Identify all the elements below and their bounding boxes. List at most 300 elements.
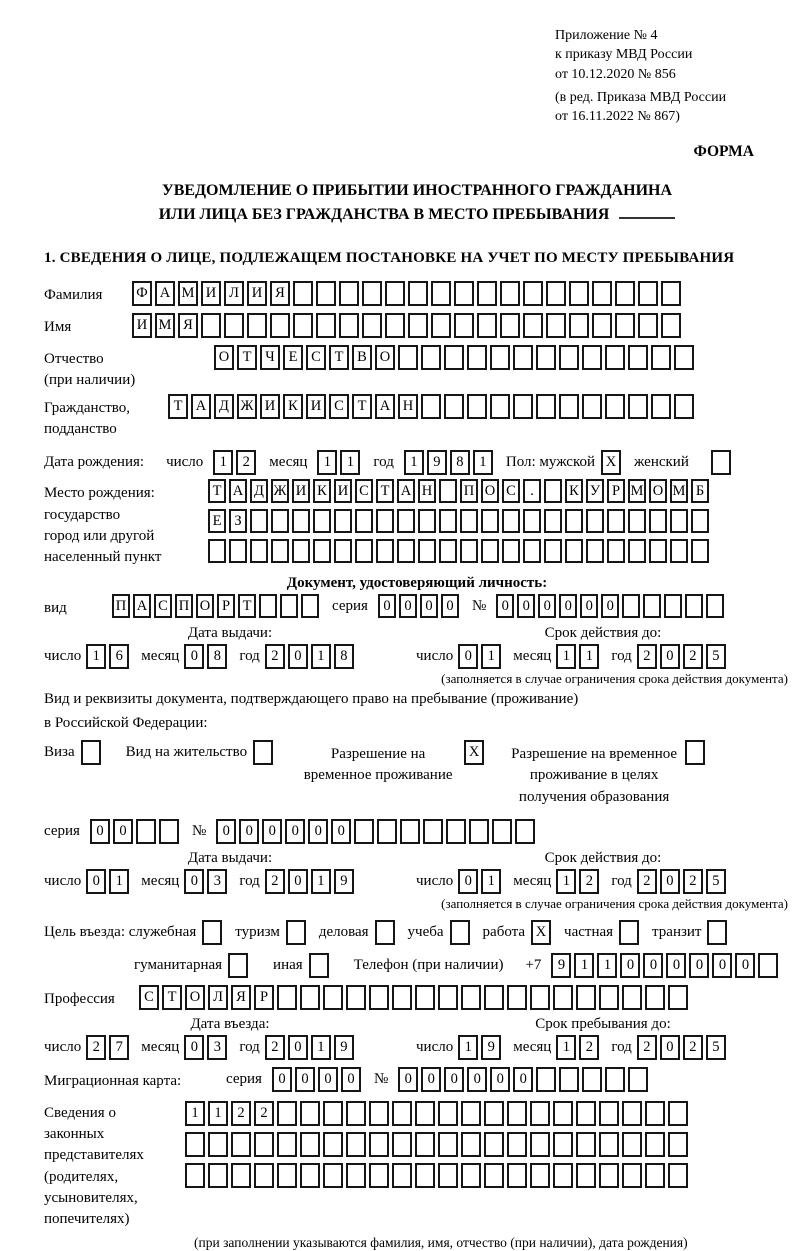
char-cell[interactable] bbox=[259, 594, 277, 618]
char-cell[interactable] bbox=[444, 394, 464, 419]
char-cell[interactable] bbox=[674, 345, 694, 370]
birthplace-line1-input[interactable] bbox=[208, 479, 712, 503]
permit-series-input[interactable] bbox=[90, 819, 182, 844]
surname-input[interactable] bbox=[132, 281, 684, 306]
id-expiry-year-input[interactable] bbox=[637, 644, 729, 669]
char-cell[interactable]: З bbox=[229, 509, 247, 533]
char-cell[interactable] bbox=[369, 1101, 389, 1126]
char-cell[interactable]: 0 bbox=[660, 1035, 680, 1060]
char-cell[interactable]: 0 bbox=[643, 953, 663, 978]
char-cell[interactable]: Е bbox=[283, 345, 303, 370]
char-cell[interactable] bbox=[569, 313, 589, 338]
permit-expiry-month-input[interactable] bbox=[556, 869, 602, 894]
char-cell[interactable] bbox=[392, 1101, 412, 1126]
char-cell[interactable] bbox=[208, 539, 226, 563]
char-cell[interactable]: 2 bbox=[637, 1035, 657, 1060]
purpose-private-checkbox[interactable] bbox=[619, 920, 642, 945]
birthplace-line2-input[interactable] bbox=[208, 509, 712, 533]
char-cell[interactable] bbox=[492, 819, 512, 844]
char-cell[interactable]: 2 bbox=[265, 869, 285, 894]
char-cell[interactable]: Т bbox=[329, 345, 349, 370]
char-cell[interactable] bbox=[354, 819, 374, 844]
birth-year-input[interactable] bbox=[404, 450, 496, 475]
char-cell[interactable] bbox=[467, 394, 487, 419]
purpose-study-checkbox[interactable] bbox=[450, 920, 473, 945]
char-cell[interactable] bbox=[467, 345, 487, 370]
char-cell[interactable] bbox=[586, 539, 604, 563]
char-cell[interactable] bbox=[484, 1132, 504, 1157]
char-cell[interactable]: 0 bbox=[666, 953, 686, 978]
char-cell[interactable] bbox=[438, 1163, 458, 1188]
char-cell[interactable]: 2 bbox=[579, 869, 599, 894]
char-cell[interactable] bbox=[293, 281, 313, 306]
char-cell[interactable]: О bbox=[375, 345, 395, 370]
char-cell[interactable] bbox=[423, 819, 443, 844]
char-cell[interactable]: Т bbox=[208, 479, 226, 503]
char-cell[interactable] bbox=[376, 539, 394, 563]
char-cell[interactable]: 5 bbox=[706, 644, 726, 669]
name-input[interactable] bbox=[132, 313, 684, 338]
char-cell[interactable]: 0 bbox=[184, 644, 204, 669]
char-cell[interactable]: 0 bbox=[421, 1067, 441, 1092]
char-cell[interactable] bbox=[484, 1163, 504, 1188]
char-cell[interactable] bbox=[392, 985, 412, 1010]
char-cell[interactable]: X bbox=[601, 450, 621, 475]
char-cell[interactable] bbox=[615, 313, 635, 338]
residence-permit-checkbox[interactable] bbox=[253, 740, 276, 765]
char-cell[interactable] bbox=[231, 1132, 251, 1157]
char-cell[interactable] bbox=[691, 509, 709, 533]
char-cell[interactable] bbox=[586, 509, 604, 533]
purpose-business-checkbox[interactable] bbox=[375, 920, 398, 945]
char-cell[interactable] bbox=[668, 985, 688, 1010]
char-cell[interactable] bbox=[477, 313, 497, 338]
char-cell[interactable] bbox=[502, 539, 520, 563]
char-cell[interactable]: 0 bbox=[398, 1067, 418, 1092]
char-cell[interactable] bbox=[707, 920, 727, 945]
char-cell[interactable] bbox=[530, 985, 550, 1010]
char-cell[interactable]: 0 bbox=[467, 1067, 487, 1092]
char-cell[interactable]: 0 bbox=[288, 1035, 308, 1060]
char-cell[interactable]: 0 bbox=[513, 1067, 533, 1092]
char-cell[interactable]: 2 bbox=[265, 644, 285, 669]
char-cell[interactable] bbox=[685, 740, 705, 765]
char-cell[interactable] bbox=[599, 985, 619, 1010]
char-cell[interactable] bbox=[513, 345, 533, 370]
char-cell[interactable]: 0 bbox=[444, 1067, 464, 1092]
birth-day-input[interactable] bbox=[213, 450, 259, 475]
char-cell[interactable] bbox=[576, 985, 596, 1010]
char-cell[interactable]: 1 bbox=[556, 1035, 576, 1060]
char-cell[interactable] bbox=[431, 281, 451, 306]
temp-permit-checkbox[interactable] bbox=[464, 740, 487, 765]
char-cell[interactable]: 2 bbox=[683, 644, 703, 669]
char-cell[interactable]: 1 bbox=[311, 644, 331, 669]
char-cell[interactable]: 0 bbox=[420, 594, 438, 618]
char-cell[interactable] bbox=[202, 920, 222, 945]
char-cell[interactable]: О bbox=[214, 345, 234, 370]
guardians-line3-input[interactable] bbox=[185, 1163, 691, 1188]
permit-expiry-year-input[interactable] bbox=[637, 869, 729, 894]
char-cell[interactable] bbox=[559, 1067, 579, 1092]
char-cell[interactable]: А bbox=[191, 394, 211, 419]
char-cell[interactable] bbox=[544, 539, 562, 563]
entry-day-input[interactable] bbox=[86, 1035, 132, 1060]
char-cell[interactable]: 1 bbox=[597, 953, 617, 978]
purpose-work-checkbox[interactable] bbox=[531, 920, 554, 945]
char-cell[interactable] bbox=[651, 394, 671, 419]
char-cell[interactable] bbox=[481, 509, 499, 533]
purpose-tourism-checkbox[interactable] bbox=[286, 920, 309, 945]
char-cell[interactable] bbox=[309, 953, 329, 978]
char-cell[interactable] bbox=[500, 281, 520, 306]
char-cell[interactable] bbox=[668, 1132, 688, 1157]
char-cell[interactable]: 0 bbox=[295, 1067, 315, 1092]
char-cell[interactable] bbox=[228, 953, 248, 978]
sex-female-checkbox[interactable] bbox=[711, 450, 734, 475]
char-cell[interactable]: 0 bbox=[341, 1067, 361, 1092]
stay-year-input[interactable] bbox=[637, 1035, 729, 1060]
entry-year-input[interactable] bbox=[265, 1035, 357, 1060]
char-cell[interactable]: И bbox=[292, 479, 310, 503]
char-cell[interactable]: . bbox=[523, 479, 541, 503]
char-cell[interactable] bbox=[224, 313, 244, 338]
char-cell[interactable]: 2 bbox=[683, 869, 703, 894]
char-cell[interactable]: 0 bbox=[490, 1067, 510, 1092]
char-cell[interactable]: Т bbox=[352, 394, 372, 419]
char-cell[interactable]: С bbox=[154, 594, 172, 618]
char-cell[interactable] bbox=[418, 509, 436, 533]
char-cell[interactable]: О bbox=[649, 479, 667, 503]
char-cell[interactable]: Н bbox=[398, 394, 418, 419]
char-cell[interactable] bbox=[408, 281, 428, 306]
char-cell[interactable]: 0 bbox=[441, 594, 459, 618]
char-cell[interactable] bbox=[250, 509, 268, 533]
char-cell[interactable]: Ч bbox=[260, 345, 280, 370]
char-cell[interactable] bbox=[271, 539, 289, 563]
char-cell[interactable]: 0 bbox=[538, 594, 556, 618]
stay-day-input[interactable] bbox=[458, 1035, 504, 1060]
char-cell[interactable] bbox=[323, 1132, 343, 1157]
char-cell[interactable]: И bbox=[306, 394, 326, 419]
char-cell[interactable]: 1 bbox=[340, 450, 360, 475]
char-cell[interactable]: 8 bbox=[207, 644, 227, 669]
char-cell[interactable] bbox=[461, 985, 481, 1010]
stay-month-input[interactable] bbox=[556, 1035, 602, 1060]
char-cell[interactable] bbox=[270, 313, 290, 338]
char-cell[interactable] bbox=[628, 394, 648, 419]
char-cell[interactable] bbox=[559, 345, 579, 370]
char-cell[interactable] bbox=[369, 985, 389, 1010]
char-cell[interactable]: 0 bbox=[272, 1067, 292, 1092]
char-cell[interactable]: 0 bbox=[216, 819, 236, 844]
char-cell[interactable] bbox=[81, 740, 101, 765]
char-cell[interactable] bbox=[355, 509, 373, 533]
char-cell[interactable]: С bbox=[355, 479, 373, 503]
char-cell[interactable]: Д bbox=[214, 394, 234, 419]
char-cell[interactable] bbox=[530, 1163, 550, 1188]
char-cell[interactable]: 0 bbox=[331, 819, 351, 844]
char-cell[interactable]: 1 bbox=[473, 450, 493, 475]
char-cell[interactable]: С bbox=[306, 345, 326, 370]
char-cell[interactable] bbox=[645, 1132, 665, 1157]
char-cell[interactable] bbox=[628, 345, 648, 370]
char-cell[interactable] bbox=[643, 594, 661, 618]
char-cell[interactable] bbox=[582, 1067, 602, 1092]
char-cell[interactable] bbox=[247, 313, 267, 338]
char-cell[interactable] bbox=[582, 345, 602, 370]
char-cell[interactable] bbox=[523, 313, 543, 338]
char-cell[interactable]: С bbox=[139, 985, 159, 1010]
char-cell[interactable]: 6 bbox=[109, 644, 129, 669]
char-cell[interactable]: 0 bbox=[288, 869, 308, 894]
char-cell[interactable]: Л bbox=[208, 985, 228, 1010]
char-cell[interactable]: 2 bbox=[254, 1101, 274, 1126]
char-cell[interactable] bbox=[477, 281, 497, 306]
char-cell[interactable]: 0 bbox=[378, 594, 396, 618]
char-cell[interactable] bbox=[231, 1163, 251, 1188]
char-cell[interactable] bbox=[661, 313, 681, 338]
char-cell[interactable] bbox=[253, 740, 273, 765]
char-cell[interactable] bbox=[530, 1132, 550, 1157]
char-cell[interactable]: Т bbox=[162, 985, 182, 1010]
char-cell[interactable] bbox=[544, 479, 562, 503]
char-cell[interactable]: П bbox=[112, 594, 130, 618]
char-cell[interactable] bbox=[362, 281, 382, 306]
char-cell[interactable] bbox=[362, 313, 382, 338]
char-cell[interactable] bbox=[375, 920, 395, 945]
char-cell[interactable] bbox=[421, 345, 441, 370]
char-cell[interactable]: 0 bbox=[458, 644, 478, 669]
id-series-input[interactable] bbox=[378, 594, 462, 618]
char-cell[interactable]: В bbox=[352, 345, 372, 370]
char-cell[interactable] bbox=[323, 1101, 343, 1126]
char-cell[interactable] bbox=[638, 281, 658, 306]
char-cell[interactable] bbox=[438, 985, 458, 1010]
char-cell[interactable]: 2 bbox=[265, 1035, 285, 1060]
char-cell[interactable] bbox=[691, 539, 709, 563]
char-cell[interactable] bbox=[392, 1132, 412, 1157]
char-cell[interactable] bbox=[513, 394, 533, 419]
char-cell[interactable] bbox=[438, 1101, 458, 1126]
permit-issue-year-input[interactable] bbox=[265, 869, 357, 894]
char-cell[interactable] bbox=[208, 1163, 228, 1188]
char-cell[interactable]: Р bbox=[607, 479, 625, 503]
char-cell[interactable] bbox=[565, 509, 583, 533]
char-cell[interactable] bbox=[619, 920, 639, 945]
char-cell[interactable] bbox=[339, 281, 359, 306]
char-cell[interactable] bbox=[576, 1163, 596, 1188]
char-cell[interactable]: 2 bbox=[231, 1101, 251, 1126]
char-cell[interactable] bbox=[651, 345, 671, 370]
char-cell[interactable]: 1 bbox=[185, 1101, 205, 1126]
char-cell[interactable] bbox=[454, 313, 474, 338]
char-cell[interactable] bbox=[565, 539, 583, 563]
char-cell[interactable] bbox=[758, 953, 778, 978]
char-cell[interactable]: 1 bbox=[109, 869, 129, 894]
char-cell[interactable] bbox=[346, 1132, 366, 1157]
char-cell[interactable]: 0 bbox=[660, 644, 680, 669]
char-cell[interactable] bbox=[300, 985, 320, 1010]
profession-input[interactable] bbox=[139, 985, 691, 1010]
char-cell[interactable]: 1 bbox=[481, 644, 501, 669]
char-cell[interactable]: О bbox=[196, 594, 214, 618]
char-cell[interactable]: 5 bbox=[706, 1035, 726, 1060]
char-cell[interactable]: К bbox=[565, 479, 583, 503]
char-cell[interactable] bbox=[277, 1163, 297, 1188]
char-cell[interactable] bbox=[546, 313, 566, 338]
char-cell[interactable] bbox=[454, 281, 474, 306]
char-cell[interactable]: 0 bbox=[288, 644, 308, 669]
char-cell[interactable]: 0 bbox=[184, 1035, 204, 1060]
char-cell[interactable] bbox=[159, 819, 179, 844]
char-cell[interactable]: Я bbox=[270, 281, 290, 306]
char-cell[interactable] bbox=[500, 313, 520, 338]
char-cell[interactable]: X bbox=[464, 740, 484, 765]
char-cell[interactable]: Д bbox=[250, 479, 268, 503]
char-cell[interactable] bbox=[615, 281, 635, 306]
char-cell[interactable] bbox=[300, 1132, 320, 1157]
char-cell[interactable] bbox=[484, 1101, 504, 1126]
char-cell[interactable] bbox=[515, 819, 535, 844]
char-cell[interactable] bbox=[649, 539, 667, 563]
char-cell[interactable] bbox=[507, 1163, 527, 1188]
char-cell[interactable] bbox=[599, 1101, 619, 1126]
citizenship-input[interactable] bbox=[168, 394, 697, 419]
char-cell[interactable] bbox=[638, 313, 658, 338]
char-cell[interactable] bbox=[460, 539, 478, 563]
char-cell[interactable]: 1 bbox=[574, 953, 594, 978]
char-cell[interactable]: 0 bbox=[458, 869, 478, 894]
char-cell[interactable] bbox=[523, 509, 541, 533]
char-cell[interactable]: Л bbox=[224, 281, 244, 306]
permit-number-input[interactable] bbox=[216, 819, 538, 844]
char-cell[interactable]: X bbox=[531, 920, 551, 945]
char-cell[interactable] bbox=[622, 1101, 642, 1126]
char-cell[interactable] bbox=[670, 539, 688, 563]
char-cell[interactable] bbox=[385, 313, 405, 338]
char-cell[interactable] bbox=[415, 985, 435, 1010]
char-cell[interactable] bbox=[461, 1163, 481, 1188]
char-cell[interactable] bbox=[523, 539, 541, 563]
char-cell[interactable] bbox=[645, 1101, 665, 1126]
char-cell[interactable] bbox=[355, 539, 373, 563]
char-cell[interactable]: 0 bbox=[580, 594, 598, 618]
char-cell[interactable]: 0 bbox=[90, 819, 110, 844]
char-cell[interactable] bbox=[530, 1101, 550, 1126]
char-cell[interactable] bbox=[300, 1163, 320, 1188]
char-cell[interactable] bbox=[446, 819, 466, 844]
visa-checkbox[interactable] bbox=[81, 740, 104, 765]
char-cell[interactable]: 1 bbox=[556, 869, 576, 894]
char-cell[interactable] bbox=[507, 1132, 527, 1157]
char-cell[interactable]: 2 bbox=[683, 1035, 703, 1060]
char-cell[interactable] bbox=[605, 1067, 625, 1092]
char-cell[interactable] bbox=[301, 594, 319, 618]
char-cell[interactable]: П bbox=[175, 594, 193, 618]
char-cell[interactable] bbox=[484, 985, 504, 1010]
char-cell[interactable]: 3 bbox=[207, 869, 227, 894]
char-cell[interactable] bbox=[553, 1101, 573, 1126]
phone-input[interactable] bbox=[551, 953, 781, 978]
sex-male-checkbox[interactable] bbox=[601, 450, 624, 475]
char-cell[interactable]: 0 bbox=[86, 869, 106, 894]
char-cell[interactable]: Р bbox=[254, 985, 274, 1010]
permit-issue-day-input[interactable] bbox=[86, 869, 132, 894]
char-cell[interactable] bbox=[582, 394, 602, 419]
char-cell[interactable] bbox=[490, 345, 510, 370]
char-cell[interactable]: У bbox=[586, 479, 604, 503]
guardians-line2-input[interactable] bbox=[185, 1132, 691, 1157]
char-cell[interactable]: Т bbox=[376, 479, 394, 503]
char-cell[interactable] bbox=[481, 539, 499, 563]
char-cell[interactable]: 0 bbox=[262, 819, 282, 844]
char-cell[interactable]: 0 bbox=[601, 594, 619, 618]
char-cell[interactable]: 8 bbox=[450, 450, 470, 475]
char-cell[interactable]: Т bbox=[237, 345, 257, 370]
char-cell[interactable]: О bbox=[185, 985, 205, 1010]
char-cell[interactable] bbox=[392, 1163, 412, 1188]
purpose-other-checkbox[interactable] bbox=[309, 953, 332, 978]
char-cell[interactable]: 2 bbox=[637, 644, 657, 669]
char-cell[interactable] bbox=[185, 1132, 205, 1157]
char-cell[interactable] bbox=[622, 594, 640, 618]
char-cell[interactable]: 8 bbox=[334, 644, 354, 669]
char-cell[interactable] bbox=[438, 1132, 458, 1157]
char-cell[interactable]: А bbox=[155, 281, 175, 306]
char-cell[interactable]: С bbox=[502, 479, 520, 503]
char-cell[interactable] bbox=[439, 539, 457, 563]
permit-expiry-day-input[interactable] bbox=[458, 869, 504, 894]
char-cell[interactable] bbox=[277, 985, 297, 1010]
char-cell[interactable] bbox=[711, 450, 731, 475]
char-cell[interactable]: 5 bbox=[706, 869, 726, 894]
char-cell[interactable] bbox=[645, 1163, 665, 1188]
char-cell[interactable] bbox=[599, 1163, 619, 1188]
char-cell[interactable]: Б bbox=[691, 479, 709, 503]
char-cell[interactable] bbox=[254, 1163, 274, 1188]
char-cell[interactable] bbox=[576, 1101, 596, 1126]
char-cell[interactable]: И bbox=[260, 394, 280, 419]
char-cell[interactable] bbox=[376, 509, 394, 533]
id-expiry-month-input[interactable] bbox=[556, 644, 602, 669]
char-cell[interactable]: Я bbox=[178, 313, 198, 338]
char-cell[interactable]: 0 bbox=[517, 594, 535, 618]
guardians-line1-input[interactable] bbox=[185, 1101, 691, 1126]
char-cell[interactable]: 1 bbox=[404, 450, 424, 475]
char-cell[interactable] bbox=[431, 313, 451, 338]
char-cell[interactable]: 1 bbox=[579, 644, 599, 669]
char-cell[interactable] bbox=[415, 1163, 435, 1188]
char-cell[interactable] bbox=[553, 1132, 573, 1157]
char-cell[interactable] bbox=[293, 313, 313, 338]
char-cell[interactable]: 3 bbox=[207, 1035, 227, 1060]
char-cell[interactable] bbox=[607, 539, 625, 563]
char-cell[interactable]: И bbox=[247, 281, 267, 306]
char-cell[interactable] bbox=[421, 394, 441, 419]
char-cell[interactable] bbox=[502, 509, 520, 533]
char-cell[interactable] bbox=[277, 1101, 297, 1126]
char-cell[interactable] bbox=[254, 1132, 274, 1157]
char-cell[interactable] bbox=[346, 1101, 366, 1126]
char-cell[interactable] bbox=[229, 539, 247, 563]
char-cell[interactable] bbox=[622, 1132, 642, 1157]
id-issue-year-input[interactable] bbox=[265, 644, 357, 669]
char-cell[interactable]: А bbox=[397, 479, 415, 503]
char-cell[interactable] bbox=[605, 345, 625, 370]
char-cell[interactable] bbox=[649, 509, 667, 533]
char-cell[interactable]: 9 bbox=[481, 1035, 501, 1060]
